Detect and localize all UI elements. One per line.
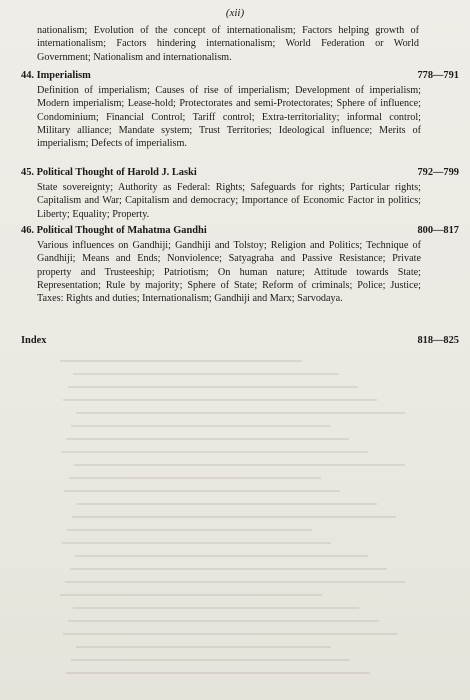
show-through-line [77,503,377,505]
show-through-line [76,646,331,648]
chapter-44-title: 44. Imperialism [21,70,91,81]
index-entry [21,335,459,349]
show-through-line [66,672,370,674]
show-through-line [67,529,312,531]
show-through-line [73,373,339,375]
show-through-line [66,438,349,440]
chapter-46-pages: 800—817 [417,225,459,236]
page-number: (xii) [225,7,245,19]
show-through-line [68,386,358,388]
chapter-46 [21,225,459,305]
show-through-line [70,568,387,570]
chapter-45-title: 45. Political Thought of Harold J. Laski [21,167,197,178]
chapter-44-pages: 778—791 [417,70,459,81]
show-through-line [63,633,398,635]
continued-paragraph: nationalism; Evolution of the concept of internationalism; Factors helping growth of internationalism; Factors hindering internationalism; World Federation or World Government; Nationalism and internationalism. [37,25,419,63]
index-title: Index [21,335,47,346]
chapter-44-heading [21,70,459,84]
show-through-line [62,542,331,544]
show-through-line [65,581,405,583]
chapter-46-heading [21,225,459,239]
show-through-line [63,399,377,401]
show-through-line [73,607,359,609]
chapter-45-heading [21,167,459,181]
chapter-44 [21,70,459,150]
show-through-line [61,451,368,453]
show-through-line [60,360,302,362]
show-through-line [76,412,405,414]
show-through-line [71,659,350,661]
show-through-texture [60,360,405,690]
chapter-45-pages: 792—799 [417,167,459,178]
show-through-line [68,620,379,622]
show-through-line [74,464,405,466]
show-through-line [60,594,322,596]
chapter-45-contents: State sovereignty; Authority as Federal: Rights; Safeguards for rights; Particular rights; Capitalism and War; Capitalism and democracy; Importance of Economic Factor in politics; Liberty; Equality; Property. [37,182,421,220]
show-through-line [64,490,340,492]
show-through-line [71,425,330,427]
show-through-line [75,555,368,557]
show-through-line [72,516,396,518]
chapter-45 [21,167,459,221]
show-through-line [69,477,321,479]
index-pages: 818—825 [417,335,459,346]
chapter-46-title: 46. Political Thought of Mahatma Gandhi [21,225,207,236]
chapter-44-contents: Definition of imperialism; Causes of rise of imperialism; Development of imperialism; Modern imperialism; Lease-hold; Protectorates and semi-Protectorates; Sphere of influence; Condominium; Financial Control; Tariff control; Extra-territoriality; informal control; Military alliance; Mandate system; Trust Territories; Ideological influence; Merits of imperialism; Defects of imperialism. [37,85,421,150]
chapter-46-contents: Various influences on Gandhiji; Gandhiji and Tolstoy; Religion and Politics; Technique of Gandhiji; Means and Ends; Nonviolence; Satyagraha and Passive Resistance; Private property and Trusteeship; Patriotism; On human nature; Attitude towards State; Representation; Rule by majority; Sphere of State; Reform of criminals; Police; Justice; Taxes: Rights and duties; Internationalism; Gandhiji and Marx; Sarvodaya. [37,240,421,305]
